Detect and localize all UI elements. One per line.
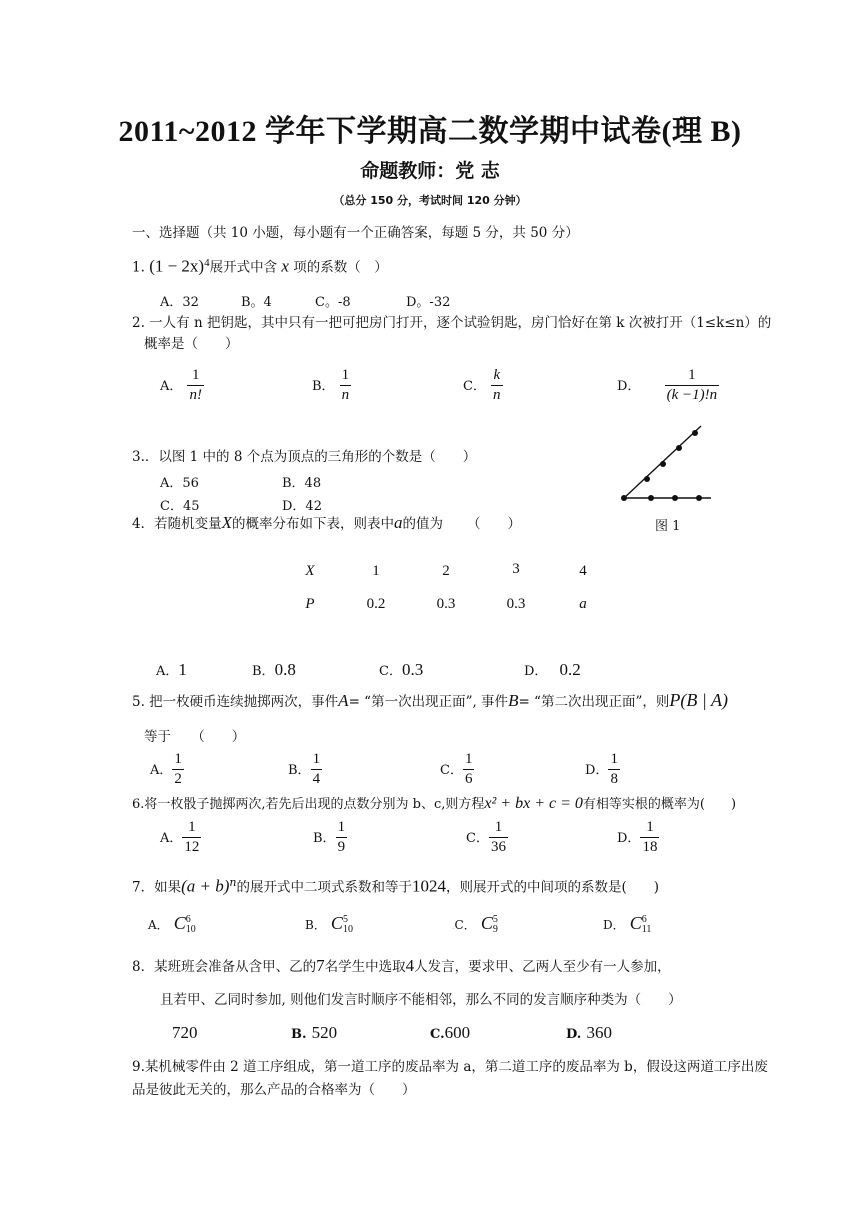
q5-fraction-d: $\frac{1}{8}$ xyxy=(610,751,618,787)
figure-1-diagram xyxy=(615,420,715,508)
table-cell: 0.3 xyxy=(436,596,456,612)
figure-slant-point xyxy=(660,461,666,467)
figure-base-point xyxy=(672,495,678,501)
table-cell: 1 xyxy=(372,563,380,579)
table-cell: 2 xyxy=(442,563,450,579)
question-7: 7．如果$(a + b)^n$的展开式中二项式系数和等于1024，则展开式的中间项的系数是( ) xyxy=(132,876,660,896)
figure-base-point xyxy=(696,495,702,501)
q6-equation: x² + bx + c = 0 xyxy=(484,795,583,812)
q1-text2: 项的系数（ ） xyxy=(293,259,388,276)
q6-option-a: A． $\frac{1}{12}$ xyxy=(160,819,200,855)
q3-option-d: D．42 xyxy=(282,499,322,514)
q5-option-a: A． $\frac{1}{2}$ xyxy=(150,751,182,787)
question-5: 5. 把一枚硬币连续抛掷两次，事件A= “第一次出现正面”, 事件B= “第二次出现正面”，则P(B | A) xyxy=(132,690,728,710)
q2-option-d: D． $\frac{1}{(k -1)!n}$ xyxy=(617,367,718,403)
teacher-line: 命题教师：党 志 xyxy=(360,160,500,182)
q5-event-a: A xyxy=(338,691,349,710)
q6-fraction-c: $\frac{1}{36}$ xyxy=(490,819,506,855)
table-header-p: P xyxy=(305,596,315,612)
q2-option-b: B． $\frac{1}{n}$ xyxy=(312,367,350,403)
q5-fraction-c: $\frac{1}{6}$ xyxy=(464,751,473,787)
q7-option-a: A． C 6 10 xyxy=(148,913,196,935)
q2-fraction-c: $\frac{k}{n}$ xyxy=(493,367,501,403)
q7-value: 1024 xyxy=(411,876,446,896)
figure-slant-point xyxy=(644,476,650,482)
q1-option-d: D。-32 xyxy=(406,295,451,310)
q1-option-a: A．32 xyxy=(160,295,199,310)
q2-fraction-d: $\frac{1}{(k -1)!n}$ xyxy=(666,367,718,403)
figure-slant-point xyxy=(692,430,698,436)
q3-option-c: C．45 xyxy=(160,499,200,514)
q1-exponent: 4 xyxy=(204,257,210,269)
q4-option-d: D． 0.2 xyxy=(524,660,581,679)
q4-option-a: A．1 xyxy=(156,660,187,679)
figure-base-point xyxy=(648,495,654,501)
q8-line1: 8．某班班会准备从含甲、乙的7名学生中选取4人发言，要求甲、乙两人至少有一人参加， xyxy=(132,956,671,975)
q9-line2: 品是彼此无关的，那么产品的合格率为（ ） xyxy=(132,1082,416,1098)
q2-fraction-b: $\frac{1}{n}$ xyxy=(341,367,350,403)
q8-line2: 且若甲、乙同时参加, 则他们发言时顺序不能相邻，那么不同的发言顺序种类为（ ） xyxy=(160,992,682,1008)
q3-option-b: B．48 xyxy=(282,476,322,491)
q6-option-c: C． $\frac{1}{36}$ xyxy=(466,819,506,855)
q1-option-c: C。-8 xyxy=(315,295,351,310)
q2-line1: 2. 一人有 n 把钥匙，其中只有一把可把房门打开，逐个试验钥匙，房门恰好在第 k 次被打开（1≤k≤n）的 xyxy=(132,315,772,331)
table-cell: 3 xyxy=(512,561,520,577)
q6-fraction-d: $\frac{1}{18}$ xyxy=(642,819,658,855)
section-heading: 一、选择题（共 10 小题，每小题有一个正确答案，每题 5 分，共 50 分） xyxy=(132,225,579,241)
figure-slant-point xyxy=(676,445,682,451)
q4-variable-a: a xyxy=(393,513,403,532)
q2-option-a: A． $\frac{1}{n!}$ xyxy=(160,367,202,403)
page-title: 2011~2012 学年下学期高二数学期中试卷(理 B) xyxy=(118,115,742,148)
q1-text: 展开式中含 xyxy=(209,259,278,276)
table-header-x: X xyxy=(305,563,315,579)
q6-option-b: B． $\frac{1}{9}$ xyxy=(313,819,346,855)
q6-fraction-a: $\frac{1}{12}$ xyxy=(184,819,200,855)
q1-variable: x xyxy=(281,256,289,276)
q9-line1: 9.某机械零件由 2 道工序组成，第一道工序的废品率为 a，第二道工序的废品率为 b，假设这两道工序出废 xyxy=(132,1059,768,1075)
table-cell: 4 xyxy=(579,563,587,579)
q5-event-b: B xyxy=(508,691,519,710)
table-cell: 0.2 xyxy=(366,596,386,612)
q6-option-d: D． $\frac{1}{18}$ xyxy=(617,819,658,855)
q4-variable-x: X xyxy=(221,513,232,532)
table-cell: a xyxy=(579,596,587,612)
q2-option-c: C． $\frac{k}{n}$ xyxy=(463,367,501,403)
q8-option-a: 720 xyxy=(172,1023,198,1042)
q5-option-b: B． $\frac{1}{4}$ xyxy=(288,751,321,787)
score-time-note: （总分 150 分，考试时间 120 分钟） xyxy=(333,194,527,207)
figure-vertex-point xyxy=(621,495,627,501)
question-1 xyxy=(132,254,388,277)
figure-1-caption: 图 1 xyxy=(655,519,681,534)
q3-text: 3.．以图 1 中的 8 个点为顶点的三角形的个数是（ ） xyxy=(132,449,477,465)
q5-conditional-probability: P(B | A) xyxy=(669,690,728,710)
q4-option-b: B．0.8 xyxy=(252,660,296,679)
q6-fraction-b: $\frac{1}{9}$ xyxy=(337,819,346,855)
q5-fraction-a: $\frac{1}{2}$ xyxy=(174,751,182,787)
q2-line2: 概率是（ ） xyxy=(144,336,239,352)
q7-option-c: .C． C 5 9 xyxy=(452,913,498,935)
q7-option-b: B． C 5 10 xyxy=(305,913,353,935)
question-6: 6.将一枚骰子抛掷两次,若先后出现的点数分别为 b、c,则方程x² + bx + c = 0有相等实根的概率为( ) xyxy=(132,795,737,812)
q8-option-d: D. 360 xyxy=(566,1023,612,1042)
q8-option-c: C.600 xyxy=(430,1023,471,1042)
q1-expression: (1 − 2x) xyxy=(149,256,205,276)
q4-option-c: C．0.3 xyxy=(379,660,424,679)
q5-option-c: C． $\frac{1}{6}$ xyxy=(440,751,473,787)
q7-option-d: D． C 6 11 xyxy=(603,913,652,935)
q5-fraction-b: $\frac{1}{4}$ xyxy=(312,751,321,787)
table-cell: 0.3 xyxy=(506,596,526,612)
q1-option-b: B。4 xyxy=(241,295,272,310)
q1-number: 1. xyxy=(132,259,145,276)
q8-option-b: B. 520 xyxy=(291,1023,338,1042)
q5-line2: 等于 （ ） xyxy=(144,729,246,745)
q2-fraction-a: $\frac{1}{n!}$ xyxy=(189,367,202,403)
q5-option-d: D． $\frac{1}{8}$ xyxy=(585,751,618,787)
question-4: 4．若随机变量X的概率分布如下表，则表中a的值为 （ ） xyxy=(132,513,521,532)
q3-option-a: A．56 xyxy=(160,476,199,491)
q7-expression: (a + b) xyxy=(181,876,230,896)
